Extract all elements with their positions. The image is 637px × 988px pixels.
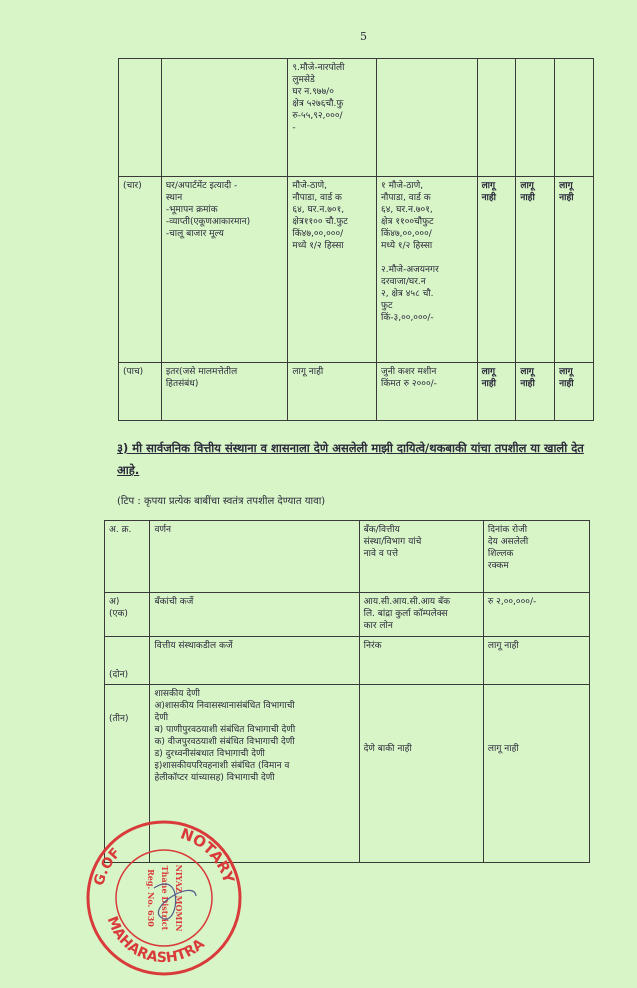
seal-top-text: NOTARY xyxy=(178,824,238,886)
row-sr: (तीन) xyxy=(105,685,150,863)
cell-continuation: ९.मौजे-नारपोली लुमसेडे घर न.९७७/० क्षेत्र ५२७६चौ.फु रु-५५,९२,०००/ - xyxy=(288,59,377,177)
table-row xyxy=(119,59,594,177)
section-note: (टिप : कृपया प्रत्येक बाबींचा स्वतंत्र तपशील देण्यात यावा) xyxy=(117,496,326,507)
row-bank: निरंक xyxy=(359,637,483,685)
cell-spouse: जुनी कशर मशीन किंमत रु २०००/- xyxy=(377,363,478,421)
cell-self: मौजे-ठाणे, नौपाडा, वार्ड क ६४, घर.न.७०१, क्षेत्र११०० चौ.फुट किं४७,००,०००/ मध्ये १/२ हिस्सा xyxy=(288,177,377,363)
row-description: बँकांची कर्जे xyxy=(150,593,359,637)
cell-spouse: १ मौजे-ठाणे, नौपाडा, वार्ड क ६४, घर.न.७०१, क्षेत्र ११००चौफुट किं४७,००,०००/ मध्ये १/२ हिस्सा २.मौजे-अजयनगर दरवाजा/घर.न २, क्षेत्र ४५८ चौ. फुट किं-३,००,०००/- xyxy=(377,177,478,363)
seal-left-text: G.OF xyxy=(91,845,124,888)
row-number: (पाच) xyxy=(119,363,162,421)
row-amount: लागू नाही xyxy=(483,685,589,863)
row-bank: देणे बाकी नाही xyxy=(359,685,483,863)
row-description: शासकीय देणी अ)शासकीय निवासस्थानासंबंधित विभागाची देणी ब) पाणीपुरवठयाशी संबंधित विभागाची देणी क) वीजपुरवठयाशी संबंधित विभागाची देणी ड) दुरध्वनीसंबधात विभागाची देणी इ)शासकीयपरिवहनाशी संबंधित (विमान व हेलीकॉप्टर यांच्यासह) विभागाची देणी xyxy=(150,685,359,863)
header-amount: दिनांक रोजी देय असलेली शिल्लक रक्कम xyxy=(483,521,589,593)
cell-dependent-2: लागू नाही xyxy=(516,177,555,363)
table-row xyxy=(119,177,594,363)
row-description: घर/अपार्टमेंट इत्यादी - स्थान -भूमापन क्रमांक -व्याप्ती(एकूणआकारमान) -चालू बाजार मूल्य xyxy=(161,177,288,363)
row-amount: लागू नाही xyxy=(483,637,589,685)
notary-seal xyxy=(84,818,244,978)
row-description: वित्तीय संस्थाकडील कर्जे xyxy=(150,637,359,685)
row-bank: आय.सी.आय.सी.आय बँक लि. बांद्रा कुर्ला कॉम्पलेक्स कार लोन xyxy=(359,593,483,637)
seal-name: NIYAZ MOMIN xyxy=(174,864,184,932)
header-bank: बँक/वित्तीय संस्था/विभाग यांचे नावे व पत्ते xyxy=(359,521,483,593)
seal-reg: Reg. No. 630 xyxy=(146,869,156,927)
section-heading: ३) मी सार्वजनिक वित्तीय संस्थाना व शासनाला देणे असलेली माझी दायित्वे/थकबाकी यांचा तपशील या खाली देत आहे. xyxy=(117,441,584,477)
seal-district: Thane District xyxy=(160,865,170,931)
row-number: (चार) xyxy=(119,177,162,363)
table-row xyxy=(105,637,590,685)
cell-self: लागू नाही xyxy=(288,363,377,421)
cell-dependent-1: लागू नाही xyxy=(477,363,516,421)
row-description: इतर(जसे मालमत्तेतील हितसंबंध) xyxy=(161,363,288,421)
seal-bottom-text: MAHARASHTRA xyxy=(103,914,208,967)
row-sr: (दोन) xyxy=(105,637,150,685)
cell-dependent-3: लागू नाही xyxy=(555,363,594,421)
cell-dependent-3: लागू नाही xyxy=(555,177,594,363)
assets-table xyxy=(118,58,594,421)
liabilities-table xyxy=(104,520,590,863)
page-number: 5 xyxy=(360,30,367,43)
header-description: वर्णन xyxy=(150,521,359,593)
table-row xyxy=(105,593,590,637)
cell-dependent-1: लागू नाही xyxy=(477,177,516,363)
header-sr: अ. क्र. xyxy=(105,521,150,593)
table-header-row xyxy=(105,521,590,593)
row-amount: रु २,००,०००/- xyxy=(483,593,589,637)
cell-dependent-2: लागू नाही xyxy=(516,363,555,421)
row-sr: अ) (एक) xyxy=(105,593,150,637)
table-row xyxy=(119,363,594,421)
